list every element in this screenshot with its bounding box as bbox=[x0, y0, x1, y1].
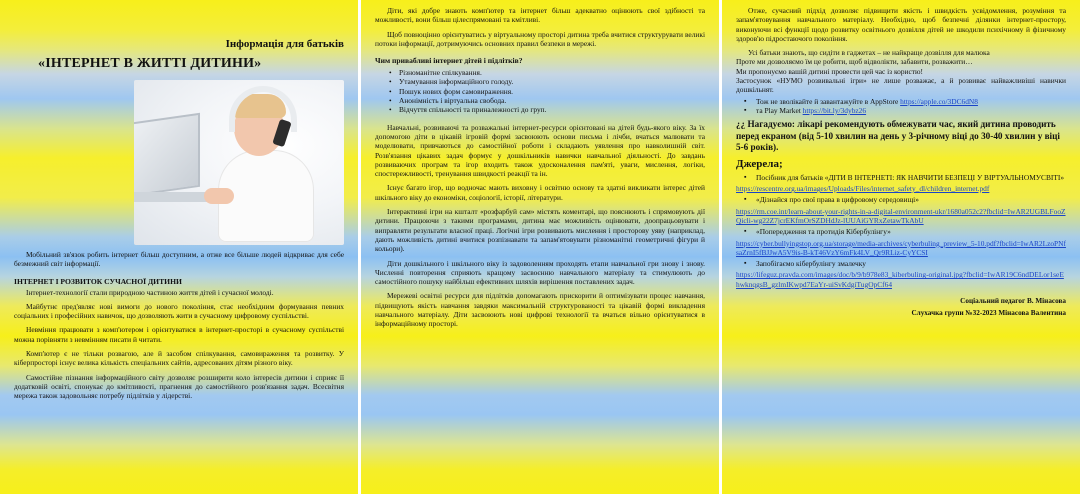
paragraph: Невміння працювати з комп'ютером і орієнтуватися в інтернет-просторі в сучасному суспільстві можна порівняти з невмінням писати й читати. bbox=[14, 325, 344, 344]
list-item: • Анонімність і віртуальна свобода. bbox=[389, 96, 705, 105]
child-with-phone-photo bbox=[134, 80, 344, 245]
paragraph: Інтернет-технології стали природною частиною життя дітей і сучасної молоді. bbox=[26, 287, 274, 297]
sources-list bbox=[744, 259, 1066, 268]
paragraph: Щоб повноцінно орієнтуватись у віртуальному просторі дитина треба вчитися структурувати великі потоки інформації, дотримуючись основних правил безпеки в мережі. bbox=[375, 29, 705, 48]
signature-pedagogue: Соціальний педагог В. Мінасова bbox=[960, 297, 1066, 306]
sources-list bbox=[744, 227, 1066, 236]
sources-list bbox=[744, 173, 1066, 182]
store-label: Тож не зволікайте й завантажуйте в AppStore bbox=[756, 96, 901, 106]
panel-left bbox=[0, 0, 358, 494]
paragraph: Отже, сучасний підхід дозволяє підвищити якість і швидкість усвідомлення, розуміння та запам'ятовування навчального матеріалу. Необхідно, щоб безпечні ділянки інтернет-простору, виконуючи всі функції щодо розвитку освітнього дозвілля дітей не шкодили психічному й фізичному здоров'ю підростаючого покоління. bbox=[736, 6, 1066, 43]
sources-heading: Джерела; bbox=[736, 157, 783, 170]
list-item bbox=[744, 106, 1066, 115]
attractions-list bbox=[389, 68, 705, 114]
store-links-list bbox=[744, 97, 1066, 116]
paragraph: Мережеві освітні ресурси для підлітків допомагають прискорити й оптимізувати процес навчання, підвищують якість навчання завдяки максимальній структурованості та цікавій формі викладення навчального матеріалу. Діти засвоюють нові цифрові технології та вчаться вільно орієнтуватися в інформаційному просторі. bbox=[375, 291, 705, 329]
panel-middle bbox=[361, 0, 719, 494]
paragraph: Навчальні, розвиваючі та розважальні інтернет-ресурси орієнтовані на дітей будь-якого віку. За їх допомогою діти в цікавій ігровій формі засвоюють основи письма і лічби, вчаться малювати та моделювати, привчаються до самостійної роботи і складають уявлення про навколишній світ. Розв'язання цікавих задач формує у дошкільників навички навчальної діяльності. До завдань розвиваючих програм та ігор входить також удосконалення пам'яті, уваги, мислення, логіки, спостережливості, тренування швидкості реакції та ін. bbox=[375, 122, 705, 179]
paragraph: Діти, які добре знають комп'ютер та інтернет більш адекватно оцінюють свої здібності та можливості, вони більш цілеспрямовані та кмітливі. bbox=[375, 6, 705, 25]
panel-right bbox=[722, 0, 1080, 494]
sources-list bbox=[744, 195, 1066, 204]
source-title: ▪ Запобігаємо кібербулінгу змалечку bbox=[744, 259, 1066, 268]
source-link[interactable]: https://rescentre.org.ua/images/Uploads/Files/internet_safety_dl/children_internet.pdf bbox=[736, 184, 990, 194]
source-title: ▪ Посібник для батьків «ДІТИ В ІНТЕРНЕТІ: ЯК НАВЧИТИ БЕЗПЕЦІ У ВІРТУАЛЬНОМУСВІТІ» bbox=[744, 173, 1066, 182]
laptop-screen-graphic bbox=[134, 113, 200, 197]
paragraph: Майбутнє пред'являє нові вимоги до нового покоління, стає необхідним формування певних соціальних і професійних навичок, що дозволяють жити в сучасному цифровому суспільстві. bbox=[14, 301, 344, 321]
app-promo-line: Ми пропонуємо вашій дитині провести цей час із користю! bbox=[736, 66, 923, 76]
paragraph: Інтерактивні ігри на кшталт «розфарбуй сам» містять коментарі, що пояснюють і спрямовують дії дитини. Працюючи з такими програмами, дитина має можливість оцінювати, доопрацьовувати і виправляти результати власної праці. Логічні ігри розвивають мислення і просторову уяву (наприклад, дають можливість дитині вчитися розпізнавати та запам'ятовувати різноманітні геометричні фігури й кольори). bbox=[375, 207, 705, 254]
source-link[interactable]: https://cyber.bullyingstop.org.ua/storage/media-archives/cyberbuling_preview_5-10.pdf?fbclid=IwAR2LzoPNfsaZrnI5fBJJwA5V9is-B-kT46VzY6mFk4LV_Qr9RLiz-CyYCSI bbox=[736, 238, 1066, 257]
list-item: • Відчуття спільності та приналежності до груп. bbox=[389, 105, 705, 114]
source-link[interactable]: https://lifeguz.pravda.com/images/doc/b/9/b978e83_kiberbuling-original.jpg?fbclid=IwAR19C6ndDELor1seEhwknqgsB_gzlmIKwpd7EaYr-uiSvKdgiTugOpCf64 bbox=[736, 270, 1064, 289]
paragraph: Комп'ютер є не тільки розвагою, але й засобом спілкування, самовираження та розвитку. У кіберпросторі існує велика кількість спеціальних сайтів, адресованих дітям різного віку. bbox=[14, 349, 344, 368]
app-promo-line: Застосунок «НУМО розвивальні ігри» не лише розважає, а й розвиває найважливіші навички дошкільнят. bbox=[736, 76, 1066, 95]
leaflet-title: «ІНТЕРНЕТ В ЖИТТІ ДИТИНИ» bbox=[38, 56, 262, 71]
paragraph: Діти дошкільного і шкільного віку із задоволенням проходять етапи навчальної гри знову і знову. Численні повторення сприяють кращому засвоєнню навчального матеріалу та стимулюють до самостійного пошуку найбільш ефективних шляхів вирішення поставлених задач. bbox=[375, 258, 705, 287]
appstore-link[interactable]: https://apple.co/3DC6dN8 bbox=[900, 96, 978, 106]
source-title: ▪ «Дізнайся про свої права в цифровому середовищі» bbox=[744, 195, 1066, 204]
signature-student: Слухачка групи №32-2023 Мінасова Валентина bbox=[911, 309, 1066, 318]
playmarket-link[interactable]: https://bit.ly/3dybz26 bbox=[802, 105, 867, 115]
app-promo-line: Проте ми дозволяємо їм це робити, щоб відволікти, забавити, розважити… bbox=[736, 57, 973, 67]
intro-paragraph: Мобільний зв'язок робить інтернет більш доступним, а отже все більше людей відкриває для себе безмежний світ інформації. bbox=[14, 250, 344, 269]
paragraph: Самостійне пізнання інформаційного світу дозволяє розширити коло інтересів дитини і сприяє її додатковій освіті, спонукає до кмітливості, прагнення до самостійного розв'язання задач. Всесвітня мережа також задовольняє потребу підлітків у лідерстві. bbox=[14, 372, 344, 401]
list-item: • Різноманітне спілкування. bbox=[389, 68, 705, 77]
child-hand-graphic bbox=[204, 188, 234, 204]
list-item bbox=[744, 97, 1066, 106]
screen-time-warning: ¿¿ Нагадуємо: лікарі рекомендують обмежувати час, який дитина проводить перед екраном (від 5-10 хвилин на день у 3-річному віці до 30-40 хвилин у віці 5-6 років). bbox=[736, 119, 1060, 153]
list-item: • Утамування інформаційного голоду. bbox=[389, 77, 705, 86]
section-heading: ІНТЕРНЕТ І РОЗВИТОК СУЧАСНОЇ ДИТИНИ bbox=[14, 276, 182, 286]
store-label: та Play Market bbox=[756, 105, 803, 115]
source-link[interactable]: https://rm.coe.int/learn-about-your-rights-in-a-digital-environment-ukr/1680a052c2?fbclid=IwAR2UGBLFooZQicli-wg22Z7jcrEKfmOrSZDHdJz-lUUAiGYRxZetawTkAbU bbox=[736, 206, 1066, 225]
question-heading: Чим привабливі інтернет дітей і підлітків? bbox=[375, 56, 523, 66]
paragraph: Існує багато ігор, що водночас мають виховну і освітню основу та здатні викликати інтерес дітей шкільного віку до економіки, соціології, історії, літератури. bbox=[375, 183, 705, 202]
list-item: • Пошук нових форм самовираження. bbox=[389, 87, 705, 96]
source-title: ▪ «Попередження та протидія Кібербулінгу» bbox=[744, 227, 1066, 236]
header-parents-info: Інформація для батьків bbox=[225, 38, 344, 50]
app-promo-line: Усі батьки знають, що сидіти в гаджетах – не найкраще дозвілля для малюка bbox=[748, 48, 990, 58]
